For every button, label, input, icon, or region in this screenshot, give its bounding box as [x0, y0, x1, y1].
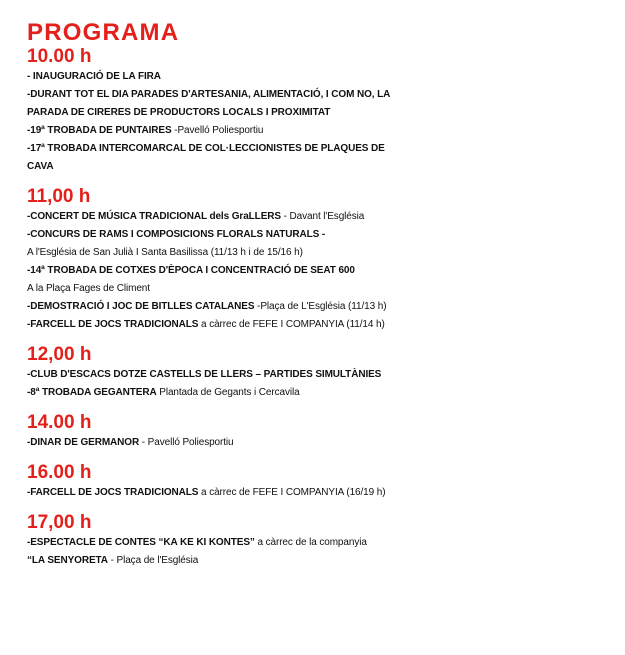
program-item: PARADA DE CIRERES DE PRODUCTORS LOCALS I PROXIMITAT: [27, 107, 331, 118]
program-item: -DURANT TOT EL DIA PARADES D'ARTESANIA, ALIMENTACIÓ, I COM NO, LA: [27, 89, 391, 100]
section-time: 14.00 h: [27, 412, 92, 433]
program-item: - INAUGURACIÓ DE LA FIRA: [27, 71, 161, 82]
program-item: -FARCELL DE JOCS TRADICIONALS a càrrec de FEFE I COMPANYIA (16/19 h): [27, 487, 386, 498]
program-item: -CONCERT DE MÚSICA TRADICIONAL dels GraLLERS - Davant l'Església: [27, 211, 365, 222]
section-time: 11,00 h: [27, 186, 91, 207]
program-item: -8ª TROBADA GEGANTERA Plantada de Gegants i Cercavila: [27, 387, 300, 398]
program-item: -ESPECTACLE DE CONTES “KA KE KI KONTES” a càrrec de la companyia: [27, 537, 367, 548]
program-item: -19ª TROBADA DE PUNTAIRES -Pavelló Poliesportiu: [27, 125, 264, 136]
page-title: PROGRAMA: [27, 19, 180, 46]
program-item: -CONCURS DE RAMS I COMPOSICIONS FLORALS NATURALS -: [27, 229, 326, 240]
program-section-17: [27, 512, 625, 570]
program-item: -DINAR DE GERMANOR - Pavelló Poliesportiu: [27, 437, 234, 448]
section-time: 17,00 h: [27, 512, 92, 533]
program-item: CAVA: [27, 161, 54, 172]
program-item: -14ª TROBADA DE COTXES D'ÈPOCA I CONCENTRACIÓ DE SEAT 600: [27, 265, 355, 276]
program-item: A l'Església de San Julià I Santa Basilissa (11/13 h i de 15/16 h): [27, 247, 303, 258]
program-item: -CLUB D'ESCACS DOTZE CASTELLS DE LLERS – PARTIDES SIMULTÀNIES: [27, 369, 382, 380]
program-section-12: [27, 344, 625, 402]
program-section-14: [27, 412, 625, 452]
section-time: 12,00 h: [27, 344, 92, 365]
section-time: 16.00 h: [27, 462, 92, 483]
program-item: -FARCELL DE JOCS TRADICIONALS a càrrec de FEFE I COMPANYIA (11/14 h): [27, 319, 385, 330]
program-item: A la Plaça Fages de Climent: [27, 283, 150, 294]
section-time: 10.00 h: [27, 46, 92, 67]
program-section-11: [27, 186, 625, 334]
program-item: -DEMOSTRACIÓ I JOC DE BITLLES CATALANES -Plaça de L'Església (11/13 h): [27, 301, 387, 312]
program-section-10: [27, 46, 625, 176]
program-item: -17ª TROBADA INTERCOMARCAL DE COL·LECCIONISTES DE PLAQUES DE: [27, 143, 385, 154]
program-item: “LA SENYORETA - Plaça de l'Església: [27, 555, 199, 566]
program-section-16: [27, 462, 625, 502]
